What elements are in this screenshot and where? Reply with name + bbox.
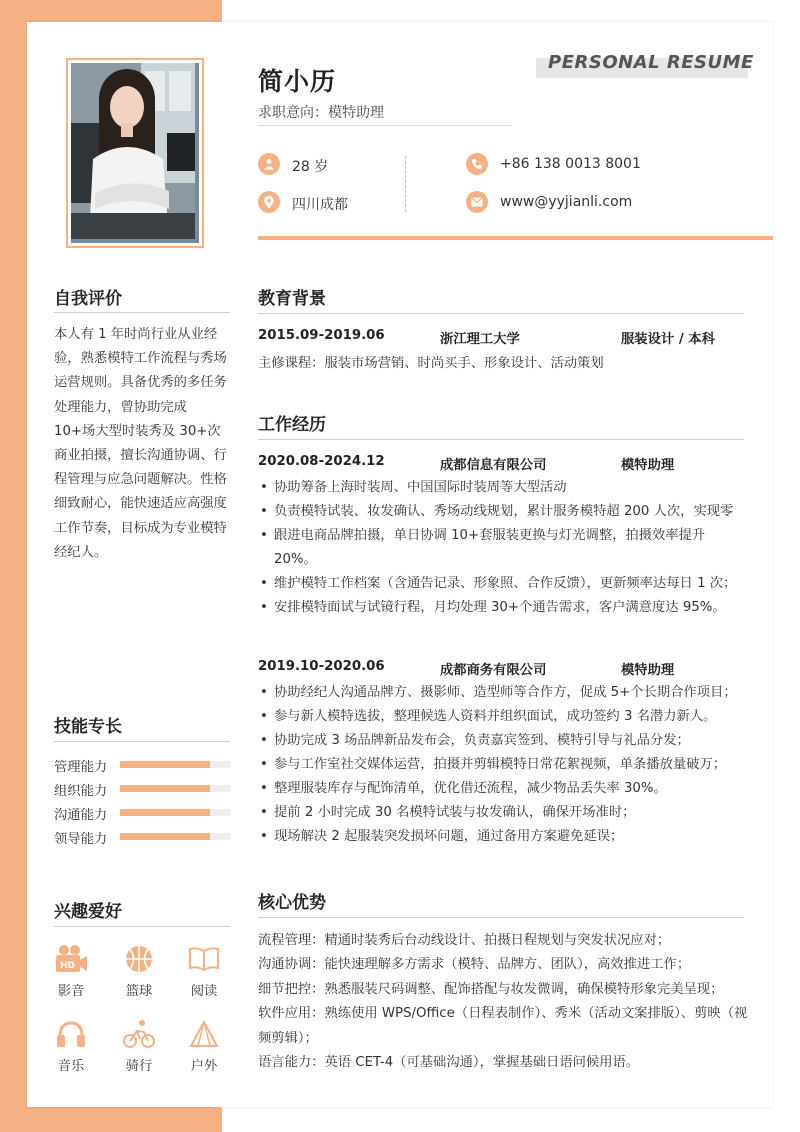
avatar <box>71 63 199 243</box>
skill-bar-fill <box>120 761 210 768</box>
job-company: 成都信息有限公司 <box>440 458 547 473</box>
education-period: 2015.09-2019.06 <box>258 328 385 343</box>
core-divider <box>258 917 744 918</box>
core-line: 沟通协调：能快速理解多方需求（模特、品牌方、团队），高效推进工作； <box>258 957 691 973</box>
location-pin-icon <box>258 191 280 213</box>
list-item: • 维护模特工作档案（含通告记录、形象照、合作反馈），更新频率达每日 1 次； <box>258 572 748 596</box>
job-company: 成都商务有限公司 <box>440 663 547 678</box>
education-school: 浙江理工大学 <box>440 332 520 347</box>
avatar-illustration <box>71 63 195 239</box>
hobby-video <box>41 944 101 999</box>
svg-text:HD: HD <box>60 961 76 971</box>
hobbies-divider <box>54 926 230 927</box>
hobby-label: 影音 <box>57 984 85 999</box>
header-divider <box>258 236 773 240</box>
hobby-label: 户外 <box>190 1059 218 1074</box>
hobby-label: 篮球 <box>125 984 153 999</box>
job-role: 模特助理 <box>621 458 675 473</box>
job-role: 模特助理 <box>621 663 675 678</box>
self-eval-divider <box>54 312 230 313</box>
website-text: www@yyjianli.com <box>500 194 633 210</box>
hobby-label: 音乐 <box>57 1059 85 1074</box>
education-courses: 主修课程：服装市场营销、时尚买手、形象设计、活动策划 <box>258 356 604 371</box>
list-item: • 协助完成 3 场品牌新品发布会，负责嘉宾签到、模特引导与礼品分发； <box>258 729 753 753</box>
hobby-outdoor <box>174 1019 234 1074</box>
job-period: 2019.10-2020.06 <box>258 659 385 674</box>
list-item: • 参与新人模特选拔，整理候选人资料并组织面试，成功签约 3 名潜力新人。 <box>258 705 753 729</box>
skill-label: 领导能力 <box>54 832 108 847</box>
core-line: 流程管理：精通时装秀后台动线设计、拍摄日程规划与突发状况应对； <box>258 933 671 948</box>
job-objective: 求职意向：模特助理 <box>258 105 384 121</box>
skills-title: 技能专长 <box>54 717 122 737</box>
list-item: • 提前 2 小时完成 30 名模特试装与妆发确认，确保开场准时； <box>258 801 753 825</box>
list-item: • 现场解决 2 起服装突发损坏问题，通过备用方案避免延误； <box>258 825 753 849</box>
video-camera-icon <box>54 944 88 974</box>
skill-bar-fill <box>120 785 210 792</box>
education-divider <box>258 313 744 314</box>
core-strengths <box>258 929 750 1075</box>
core-title: 核心优势 <box>258 893 326 913</box>
skills-divider <box>54 741 230 742</box>
list-item: • 整理服装库存与配饰清单，优化借还流程，减少物品丢失率 30%。 <box>258 777 753 801</box>
work-divider <box>258 439 744 440</box>
skill-label: 组织能力 <box>54 784 108 799</box>
list-item: • 参与工作室社交媒体运营，拍摄并剪辑模特日常花絮视频，单条播放量破万； <box>258 753 753 777</box>
self-eval-title: 自我评价 <box>54 289 122 309</box>
list-item: • 协助经纪人沟通品牌方、摄影师、造型师等合作方，促成 5+个长期合作项目； <box>258 681 753 705</box>
education-major: 服装设计 / 本科 <box>621 332 715 347</box>
skill-bar-fill <box>120 809 210 816</box>
age-text: 28 岁 <box>292 159 329 175</box>
work-title: 工作经历 <box>258 415 326 435</box>
personal-resume-banner: PERSONAL RESUME <box>548 52 754 73</box>
job-period: 2020.08-2024.12 <box>258 454 385 469</box>
headphones-icon <box>55 1019 87 1049</box>
skill-bar <box>120 809 230 816</box>
phone-text: +86 138 0013 8001 <box>500 156 641 172</box>
location-text: 四川成都 <box>292 197 348 213</box>
education-title: 教育背景 <box>258 289 326 309</box>
job-bullets <box>258 476 748 620</box>
profile-photo <box>66 58 204 248</box>
core-line: 软件应用：熟练使用 WPS/Office（日程表制作）、秀米（活动文案排版）、剪映（视频剪辑）； <box>258 1006 748 1046</box>
skill-bar-fill <box>120 833 210 840</box>
core-line: 细节把控：熟悉服装尺码调整、配饰搭配与妆发微调，确保模特形象完美呈现； <box>258 981 724 997</box>
hobby-cycling <box>109 1019 169 1074</box>
contact-divider <box>405 156 406 212</box>
book-icon <box>188 944 220 974</box>
basketball-icon <box>124 944 154 974</box>
skill-label: 沟通能力 <box>54 808 108 823</box>
hobby-reading <box>174 944 234 999</box>
hobby-basketball <box>109 944 169 999</box>
hobbies-title: 兴趣爱好 <box>54 902 122 922</box>
list-item: • 跟进电商品牌拍摄，单日协调 10+套服装更换与灯光调整，拍摄效率提升 20%。 <box>258 524 748 572</box>
objective-underline <box>258 125 511 126</box>
list-item: • 安排模特面试与试镜行程，月均处理 30+个通告需求，客户满意度达 95%。 <box>258 596 748 620</box>
hobby-music <box>41 1019 101 1074</box>
skill-label: 管理能力 <box>54 760 108 775</box>
tent-icon <box>188 1019 220 1049</box>
hobby-label: 骑行 <box>125 1059 153 1074</box>
skill-bar <box>120 785 230 792</box>
self-eval-text: 本人有 1 年时尚行业从业经验，熟悉模特工作流程与秀场运营规则。具备优秀的多任务处理能力，曾协助完成 10+场大型时装秀及 30+次商业拍摄，擅长沟通协调、行程管理与应急问题解决。性格细致耐心，能快速适应高强度工作节奏，目标成为专业模特经纪人。 <box>54 327 227 560</box>
skill-bar <box>120 761 230 768</box>
list-item: • 负责模特试装、妆发确认、秀场动线规划，累计服务模特超 200 人次，实现零 <box>258 500 748 524</box>
phone-icon <box>466 153 488 175</box>
cycling-icon <box>122 1019 156 1049</box>
person-icon <box>258 153 280 175</box>
list-item: • 协助筹备上海时装周、中国国际时装周等大型活动 <box>258 476 748 500</box>
skill-bar <box>120 833 230 840</box>
core-line: 语言能力：英语 CET-4（可基础沟通），掌握基础日语问候用语。 <box>258 1055 640 1071</box>
mail-icon <box>466 191 488 213</box>
job-bullets <box>258 681 753 849</box>
hobby-label: 阅读 <box>190 984 218 999</box>
candidate-name: 简小历 <box>258 67 337 96</box>
